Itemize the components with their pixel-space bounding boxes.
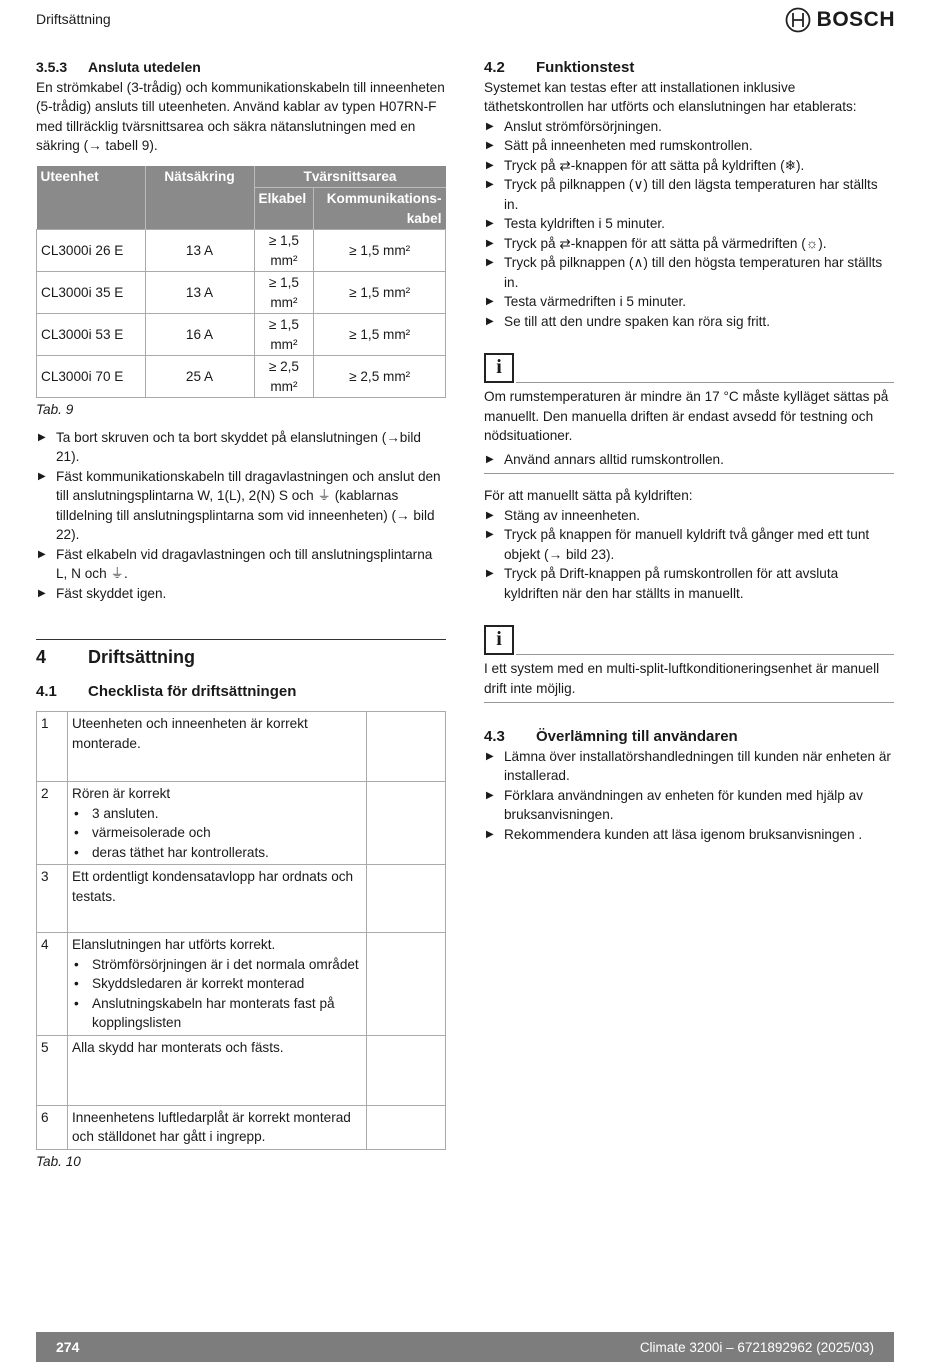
table-10-caption: Tab. 10 — [36, 1153, 81, 1169]
section-3-5-3-steps — [36, 428, 446, 604]
manual-intro: För att manuellt sätta på kyldriften: — [484, 488, 693, 503]
list-item: • Skyddsledaren är korrekt monterad — [72, 974, 362, 994]
list-item: ▶ Ta bort skruven och ta bort skyddet på elanslutningen (→bild 21). — [36, 428, 446, 467]
bosch-armature-icon — [785, 7, 811, 33]
section-4-3-steps — [484, 747, 894, 845]
page-footer — [36, 1332, 894, 1362]
list-item: ▶ Tryck på pilknappen (∧) till den högsta temperaturen har ställts in. — [484, 253, 894, 292]
list-item: ▶ Fäst kommunikationskabeln till dragavlastningen och anslut den till anslutningsplintarna W, 1(L), 2(N) S och ⏚ (kablarnas tilldelning till anslutningsplintarna som vid inneenheten) (→ bild 22). — [36, 467, 446, 545]
table-row: CL3000i 35 E 13 A ≥ 1,5 mm² ≥ 1,5 mm² — [37, 272, 446, 314]
page-number: 274 — [56, 1339, 80, 1355]
manual-steps — [484, 506, 894, 604]
list-item: • värmeisolerade och — [72, 823, 362, 843]
list-item: ▶ Stäng av inneenheten. — [484, 506, 894, 526]
section-4-2-heading: 4.2 Funktionstest — [484, 59, 635, 76]
check-cell[interactable] — [367, 782, 446, 865]
table-row: 3 Ett ordentligt kondensatavlopp har ordnats och testats. — [37, 865, 446, 933]
brand-name: BOSCH — [816, 8, 895, 32]
list-item: ▶ Testa kyldriften i 5 minuter. — [484, 214, 894, 234]
list-item: • deras täthet har kontrollerats. — [72, 843, 362, 863]
list-item: ▶ Se till att den undre spaken kan röra sig fritt. — [484, 312, 894, 332]
list-item: ▶ Tryck på ⇄-knappen för att sätta på kyldriften (❄). — [484, 156, 894, 176]
section-4-heading: 4 Driftsättning — [36, 647, 195, 667]
list-item: ▶ Fäst skyddet igen. — [36, 584, 446, 604]
list-item: ▶ Fäst elkabeln vid dragavlastningen och till anslutningsplintarna L, N och ⏚. — [36, 545, 446, 584]
table-row: 5 Alla skydd har monterats och fästs. — [37, 1035, 446, 1105]
info-box-multisplit — [484, 625, 894, 703]
left-column — [36, 58, 446, 1171]
section-3-5-3-intro: En strömkabel (3-trådig) och kommunikationskabeln till inneenheten (5-trådig) ansluts till uteenheten. Använd kablar av typen H07RN-F med tillräcklig tvärsnittsarea och säkra nätanslutningen med en säkring (→ tabell 9). — [36, 79, 445, 153]
right-column — [484, 58, 894, 844]
table-row: 2 Rören är korrekt • 3 ansluten. • värmeisolerade och • deras täthet har kontrollerats. — [37, 782, 446, 865]
info-icon: i — [484, 625, 514, 655]
list-item: ▶ Lämna över installatörshandledningen till kunden när enheten är installerad. — [484, 747, 894, 786]
col-area: Tvärsnittsarea — [254, 166, 446, 188]
info-box-manual-cooling — [484, 353, 894, 474]
section-4 — [36, 639, 446, 701]
table-row: CL3000i 70 E 25 A ≥ 2,5 mm² ≥ 2,5 mm² — [37, 356, 446, 398]
check-cell[interactable] — [367, 1105, 446, 1149]
list-item: ▶ Anslut strömförsörjningen. — [484, 117, 894, 137]
check-cell[interactable] — [367, 1035, 446, 1105]
check-cell[interactable] — [367, 933, 446, 1036]
list-item: ▶ Tryck på knappen för manuell kyldrift två gånger med ett tunt objekt (→ bild 23). — [484, 525, 894, 564]
list-item: • Strömförsörjningen är i det normala området — [72, 955, 362, 975]
info-text: I ett system med en multi-split-luftkonditioneringsenhet är manuell drift inte möjlig. — [484, 661, 880, 696]
table-10 — [36, 711, 446, 1150]
col-unit: Uteenhet — [37, 166, 146, 230]
section-3-5-3-heading: 3.5.3 Ansluta utedelen — [36, 59, 201, 75]
list-item: ▶ Tryck på pilknappen (∨) till den lägsta temperaturen har ställts in. — [484, 175, 894, 214]
list-item: • Anslutningskabeln har monterats fast på kopplingslisten — [72, 994, 362, 1033]
check-cell[interactable] — [367, 865, 446, 933]
section-4-3-heading: 4.3 Överlämning till användaren — [484, 728, 738, 745]
list-item: ▶ Förklara användningen av enheten för kunden med hjälp av bruksanvisningen. — [484, 786, 894, 825]
table-row: 1 Uteenheten och inneenheten är korrekt monterade. — [37, 712, 446, 782]
table-9-caption: Tab. 9 — [36, 402, 74, 417]
table-row: 4 Elanslutningen har utförts korrekt. • Strömförsörjningen är i det normala området • Skyddsledaren är korrekt monterad • Anslutningskabeln har monterats fast på kopplingslisten — [37, 933, 446, 1036]
list-item: ▶ Använd annars alltid rumskontrollen. — [484, 450, 894, 470]
col-comm: Kommunikations-kabel — [314, 188, 446, 230]
table-row: CL3000i 53 E 16 A ≥ 1,5 mm² ≥ 1,5 mm² — [37, 314, 446, 356]
bosch-logo — [785, 7, 895, 33]
check-cell[interactable] — [367, 712, 446, 782]
section-4-2-steps — [484, 117, 894, 332]
list-item: • 3 ansluten. — [72, 804, 362, 824]
col-elkabel: Elkabel — [254, 188, 314, 230]
running-header: Driftsättning — [36, 11, 111, 27]
list-item: ▶ Sätt på inneenheten med rumskontrollen. — [484, 136, 894, 156]
table-row: CL3000i 26 E 13 A ≥ 1,5 mm² ≥ 1,5 mm² — [37, 230, 446, 272]
list-item: ▶ Testa värmedriften i 5 minuter. — [484, 292, 894, 312]
info-text: Om rumstemperaturen är mindre än 17 °C måste kylläget sättas på manuellt. Den manuella driften är endast avsedd för testning och nödsituationer. — [484, 389, 889, 443]
document-id: Climate 3200i – 6721892962 (2025/03) — [639, 1340, 874, 1355]
table-row: 6 Inneenhetens luftledarplåt är korrekt monterad och ställdonet har gått i ingrepp. — [37, 1105, 446, 1149]
col-fuse: Nätsäkring — [145, 166, 254, 230]
section-4-2-intro: Systemet kan testas efter att installationen inklusive täthetskontrollen har utförts och elanslutningen har etablerats: — [484, 79, 857, 114]
section-4-1-heading: 4.1 Checklista för driftsättningen — [36, 682, 297, 700]
list-item: ▶ Tryck på Drift-knappen på rumskontrollen för att avsluta kyldriften när den har ställts in manuellt. — [484, 564, 894, 603]
list-item: ▶ Tryck på ⇄-knappen för att sätta på värmedriften (☼). — [484, 234, 894, 254]
list-item: ▶ Rekommendera kunden att läsa igenom bruksanvisningen . — [484, 825, 894, 845]
info-icon: i — [484, 353, 514, 383]
table-9 — [36, 166, 446, 399]
